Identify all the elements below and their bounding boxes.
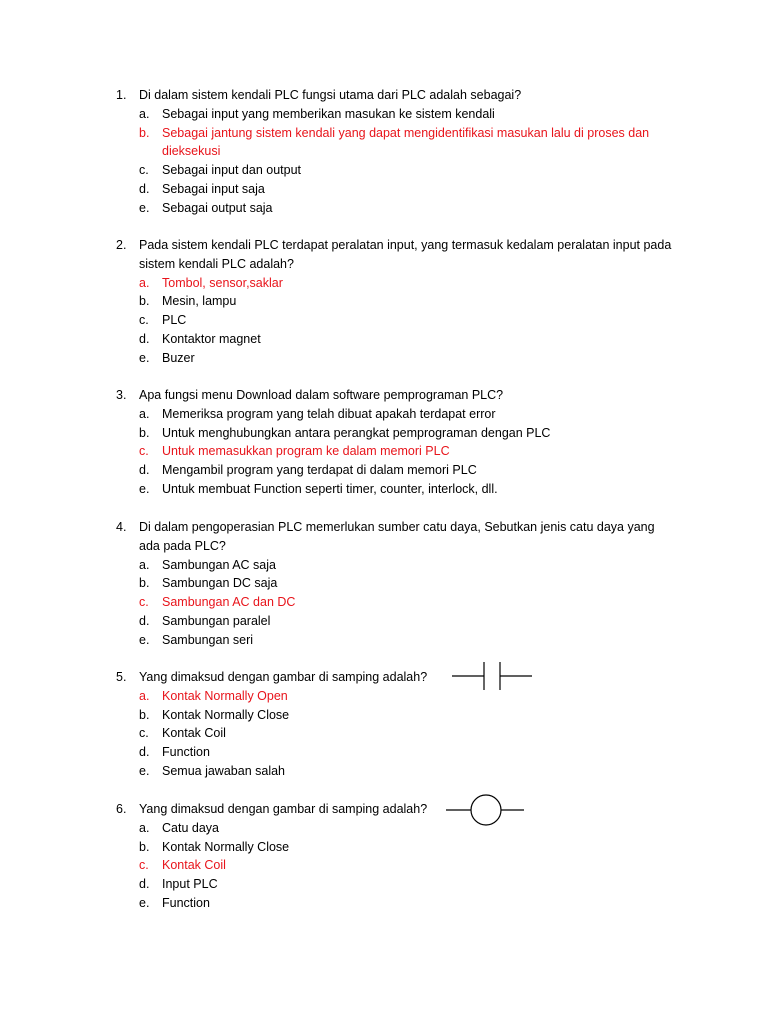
option-text: Kontaktor magnet <box>162 331 261 346</box>
option-letter: e. <box>139 350 150 365</box>
option-text: Sambungan seri <box>162 632 254 647</box>
option-text: Mengambil program yang terdapat di dalam memori PLC <box>162 463 477 478</box>
option-letter: c. <box>139 595 149 610</box>
question-6 <box>116 800 676 913</box>
option-d <box>116 330 676 349</box>
option-b <box>116 838 676 857</box>
option-e <box>116 762 676 781</box>
question-number: 3. <box>116 388 127 402</box>
option-letter: d. <box>139 613 150 628</box>
option-text: Buzer <box>162 350 195 365</box>
option-d <box>116 875 676 894</box>
option-c-correct <box>116 856 676 875</box>
option-letter: c. <box>139 163 149 178</box>
option-letter: e. <box>139 200 150 215</box>
option-text: PLC <box>162 313 187 328</box>
question-4 <box>116 518 676 650</box>
option-text: Sebagai input yang memberikan masukan ke sistem kendali <box>162 106 495 121</box>
question-text: Pada sistem kendali PLC terdapat peralatan input, yang termasuk kedalam peralatan input pada sistem kendali PLC adalah? <box>139 238 672 271</box>
question-2 <box>116 236 676 368</box>
option-text: Kontak Normally Close <box>162 707 290 722</box>
option-letter: d. <box>139 745 150 760</box>
option-text: Sebagai input dan output <box>162 163 302 178</box>
option-letter: a. <box>139 275 150 290</box>
option-letter: b. <box>139 425 150 440</box>
option-text: Sambungan paralel <box>162 613 271 628</box>
option-e <box>116 631 676 650</box>
option-text: Untuk membuat Function seperti timer, counter, interlock, dll. <box>162 481 498 496</box>
option-d <box>116 461 676 480</box>
question-5 <box>116 668 676 781</box>
option-e <box>116 894 676 913</box>
question-text: Yang dimaksud dengan gambar di samping adalah? <box>139 670 428 684</box>
option-c-correct <box>116 442 676 461</box>
option-d <box>116 743 676 762</box>
option-text: Sambungan AC saja <box>162 557 276 572</box>
option-text: Untuk menghubungkan antara perangkat pemprograman dengan PLC <box>162 425 551 440</box>
option-b <box>116 706 676 725</box>
option-letter: b. <box>139 839 150 854</box>
option-letter: d. <box>139 181 150 196</box>
option-text: Kontak Coil <box>162 858 226 873</box>
option-c <box>116 724 676 743</box>
normally-open-contact-icon <box>450 660 534 692</box>
option-c <box>116 311 676 330</box>
option-b-correct <box>116 124 676 162</box>
option-text: Sebagai input saja <box>162 181 265 196</box>
option-text: Sambungan DC saja <box>162 576 278 591</box>
option-d <box>116 180 676 199</box>
option-letter: d. <box>139 463 150 478</box>
option-letter: b. <box>139 707 150 722</box>
option-c-correct <box>116 593 676 612</box>
option-text: Catu daya <box>162 820 219 835</box>
question-text: Apa fungsi menu Download dalam software pemprograman PLC? <box>139 388 504 402</box>
option-e <box>116 199 676 218</box>
option-text: Kontak Coil <box>162 726 226 741</box>
option-text: Untuk memasukkan program ke dalam memori PLC <box>162 444 450 459</box>
option-letter: a. <box>139 688 150 703</box>
question-number: 2. <box>116 238 127 252</box>
coil-icon <box>444 792 526 828</box>
option-a <box>116 819 676 838</box>
option-text: Function <box>162 745 210 760</box>
option-letter: a. <box>139 557 150 572</box>
option-text: Kontak Normally Open <box>162 688 288 703</box>
question-text: Di dalam pengoperasian PLC memerlukan sumber catu daya, Sebutkan jenis catu daya yang ada pada PLC? <box>139 520 655 553</box>
option-a <box>116 405 676 424</box>
option-letter: c. <box>139 444 149 459</box>
option-text: Sambungan AC dan DC <box>162 595 296 610</box>
question-text: Yang dimaksud dengan gambar di samping adalah? <box>139 802 428 816</box>
option-letter: e. <box>139 763 150 778</box>
option-letter: b. <box>139 576 150 591</box>
option-d <box>116 612 676 631</box>
option-letter: b. <box>139 294 150 309</box>
option-text: Sebagai jantung sistem kendali yang dapat mengidentifikasi masukan lalu di proses dan dieksekusi <box>162 125 650 159</box>
option-b <box>116 574 676 593</box>
option-c <box>116 161 676 180</box>
option-text: Kontak Normally Close <box>162 839 290 854</box>
option-letter: c. <box>139 858 149 873</box>
question-number: 5. <box>116 670 127 684</box>
option-letter: d. <box>139 877 150 892</box>
option-letter: d. <box>139 331 150 346</box>
option-text: Mesin, lampu <box>162 294 237 309</box>
option-a-correct <box>116 687 676 706</box>
option-letter: a. <box>139 106 150 121</box>
question-number: 6. <box>116 802 127 816</box>
option-a <box>116 556 676 575</box>
option-text: Function <box>162 895 210 910</box>
question-text: Di dalam sistem kendali PLC fungsi utama dari PLC adalah sebagai? <box>139 88 522 102</box>
option-text: Memeriksa program yang telah dibuat apakah terdapat error <box>162 406 496 421</box>
option-text: Input PLC <box>162 877 218 892</box>
option-letter: e. <box>139 895 150 910</box>
question-1 <box>116 86 676 218</box>
option-letter: e. <box>139 632 150 647</box>
option-a-correct <box>116 274 676 293</box>
option-letter: a. <box>139 406 150 421</box>
question-number: 4. <box>116 520 127 534</box>
option-e <box>116 480 676 499</box>
question-number: 1. <box>116 88 127 102</box>
option-text: Tombol, sensor,saklar <box>162 275 283 290</box>
option-letter: e. <box>139 481 150 496</box>
option-letter: a. <box>139 820 150 835</box>
option-letter: c. <box>139 726 149 741</box>
option-text: Semua jawaban salah <box>162 763 285 778</box>
option-b <box>116 424 676 443</box>
option-letter: b. <box>139 125 150 140</box>
option-letter: c. <box>139 313 149 328</box>
question-3 <box>116 386 676 499</box>
option-b <box>116 292 676 311</box>
option-text: Sebagai output saja <box>162 200 273 215</box>
option-e <box>116 349 676 368</box>
option-a <box>116 105 676 124</box>
